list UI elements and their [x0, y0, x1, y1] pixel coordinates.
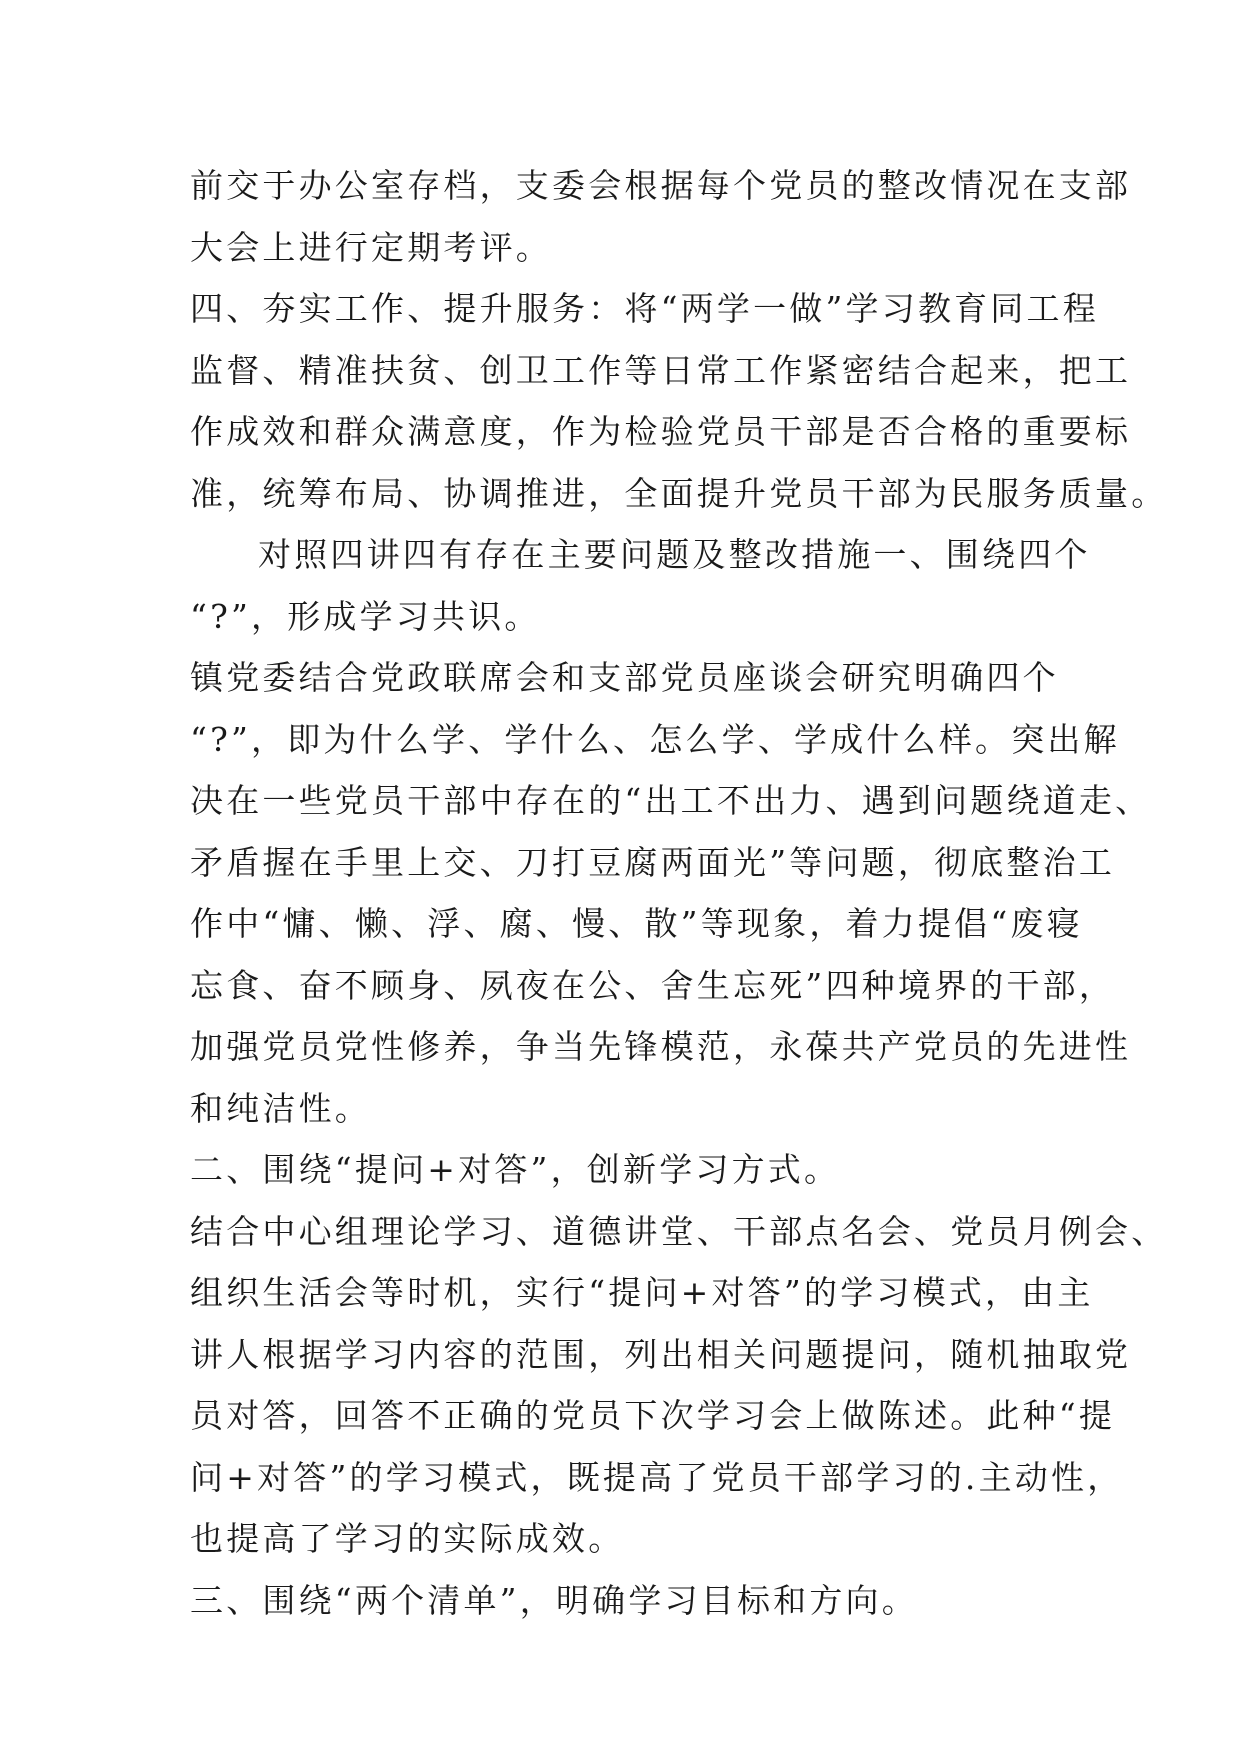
text-line: 也提高了学习的实际成效。: [190, 1519, 625, 1558]
text-line: 加强党员党性修养，争当先锋模范，永葆共产党员的先进性: [190, 1027, 1132, 1066]
text-line: “?”，形成学习共识。: [190, 596, 541, 636]
section-heading-2: 二、围绕“提问+对答”，创新学习方式。: [190, 1150, 841, 1189]
text-line: 大会上进行定期考评。: [190, 227, 552, 267]
section-heading-3: 三、围绕“两个清单”，明确学习目标和方向。: [190, 1580, 918, 1620]
paragraph-title: 对照四讲四有存在主要问题及整改措施一、围绕四个: [258, 535, 1091, 574]
text-line: 监督、精准扶贫、创卫工作等日常工作紧密结合起来，把工: [190, 350, 1132, 390]
text-line: 讲人根据学习内容的范围，列出相关问题提问，随机抽取党: [190, 1334, 1132, 1374]
text-line: 问+对答”的学习模式，既提高了党员干部学习的.主动性，: [190, 1457, 1124, 1497]
text-line: 作成效和群众满意度，作为检验党员干部是否合格的重要标: [190, 412, 1132, 451]
text-line: 镇党委结合党政联席会和支部党员座谈会研究明确四个: [190, 658, 1059, 697]
text-line: 忘食、奋不顾身、夙夜在公、舍生忘死”四种境界的干部，: [190, 965, 1116, 1005]
section-heading-4: 四、夯实工作、提升服务：将“两学一做”学习教育同工程: [190, 289, 1099, 328]
document-body: [190, 155, 1168, 1631]
text-line: 结合中心组理论学习、道德讲堂、干部点名会、党员月例会、: [190, 1211, 1168, 1251]
text-line: 矛盾握在手里上交、刀打豆腐两面光”等问题，彻底整治工: [190, 842, 1116, 882]
text-line: 作中“慵、懒、浮、腐、慢、散”等现象，着力提倡“废寝: [190, 904, 1083, 943]
text-line: 准，统筹布局、协调推进，全面提升党员干部为民服务质量。: [190, 473, 1168, 513]
text-line: 前交于办公室存档，支委会根据每个党员的整改情况在支部: [190, 166, 1132, 205]
text-line: “?”，即为什么学、学什么、怎么学、学成什么样。突出解: [190, 719, 1120, 759]
text-line: 和纯洁性。: [190, 1088, 371, 1128]
text-line: 组织生活会等时机，实行“提问+对答”的学习模式，由主: [190, 1273, 1094, 1312]
text-line: 决在一些党员干部中存在的“出工不出力、遇到问题绕道走、: [190, 781, 1152, 820]
text-line: 员对答，回答不正确的党员下次学习会上做陈述。此种“提: [190, 1396, 1116, 1435]
